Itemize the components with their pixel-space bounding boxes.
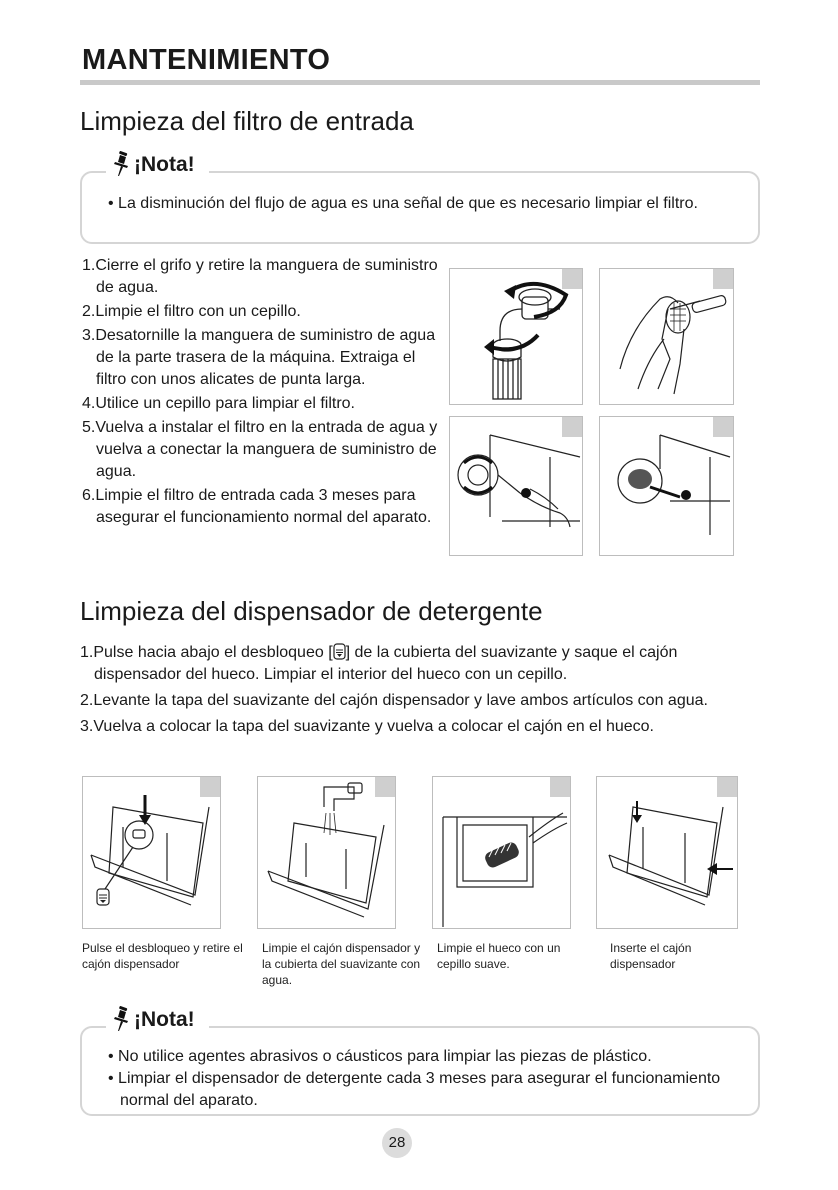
dispenser-step-text: 1.Pulse hacia abajo el desbloqueo [ — [80, 644, 333, 661]
dispenser-steps-list — [80, 642, 760, 742]
page-number: 28 — [382, 1128, 412, 1158]
dispenser-step: 3.Vuelva a colocar la tapa del suavizante y vuelva a colocar el cajón en el hueco. — [80, 718, 654, 735]
hose-unscrew-illustration — [450, 269, 583, 405]
wash-drawer-illustration — [258, 777, 396, 929]
press-release-illustration — [83, 777, 221, 929]
note-text — [108, 1046, 738, 1112]
figure-tab — [713, 269, 733, 289]
note-bullet: • Limpiar el dispensador de detergente cada 3 meses para asegurar el funcionamiento normal del aparato. — [108, 1070, 721, 1109]
filter-step: 5.Vuelva a instalar el filtro en la entrada de agua y vuelva a conectar la manguera de suministro de agua. — [82, 419, 438, 480]
figure-tab — [550, 777, 570, 797]
dispenser-step: 2.Levante la tapa del suavizante del cajón dispensador y lave ambos artículos con agua. — [80, 692, 708, 709]
section-title-dispenser: Limpieza del dispensador de detergente — [80, 596, 543, 626]
filter-step: 3.Desatornille la manguera de suministro de agua de la parte trasera de la máquina. Extraiga el filtro con unos alicates de punta larga. — [82, 327, 436, 388]
brush-inlet-illustration — [600, 417, 734, 556]
note-heading — [106, 1006, 209, 1032]
note-box-dispenser — [80, 1008, 760, 1116]
figure-press-release — [82, 776, 221, 929]
figure-tab — [200, 777, 220, 797]
dispenser-step — [80, 642, 760, 686]
title-divider — [80, 80, 760, 85]
filter-step: 4.Utilice un cepillo para limpiar el filtro. — [82, 395, 355, 412]
figure-remove-filter-pliers — [449, 416, 583, 556]
brush-recess-illustration — [433, 777, 571, 929]
dispenser-step-text: ] de la cubierta del suavizante y saque el cajón dispensador del hueco. Limpiar el interior del hueco con un cepillo. — [94, 644, 678, 683]
caption-brush-recess: Limpie el hueco con un cepillo suave. — [437, 941, 561, 971]
figure-tab — [562, 417, 582, 437]
note-heading-text: ¡Nota! — [134, 153, 195, 176]
figure-brush-inlet — [599, 416, 734, 556]
figure-tab — [375, 777, 395, 797]
note-heading-text: ¡Nota! — [134, 1008, 195, 1031]
note-heading — [106, 151, 209, 177]
caption-insert-drawer: Inserte el cajón dispensador — [610, 941, 692, 971]
note-bullet: • No utilice agentes abrasivos o cáusticos para limpiar las piezas de plástico. — [108, 1048, 652, 1065]
figure-brush-filter — [599, 268, 734, 405]
figure-unscrew-hose — [449, 268, 583, 405]
filter-step: 2.Limpie el filtro con un cepillo. — [82, 303, 301, 320]
page-title: MANTENIMIENTO — [82, 44, 331, 76]
note-box-filter — [80, 153, 760, 244]
filter-step: 1.Cierre el grifo y retire la manguera de suministro de agua. — [82, 257, 438, 296]
caption-wash-drawer: Limpie el cajón dispensador y la cubierta del suavizante con agua. — [262, 941, 421, 987]
note-text — [108, 193, 738, 215]
filter-steps-list — [82, 255, 442, 531]
figure-tab — [713, 417, 733, 437]
release-latch-icon — [333, 643, 346, 660]
insert-drawer-illustration — [597, 777, 738, 929]
figure-brush-recess — [432, 776, 571, 929]
section-title-filter: Limpieza del filtro de entrada — [80, 106, 414, 136]
filter-step: 6.Limpie el filtro de entrada cada 3 meses para asegurar el funcionamiento normal del aparato. — [82, 487, 432, 526]
figure-insert-drawer — [596, 776, 738, 929]
pushpin-icon — [112, 1006, 132, 1032]
caption-press-release: Pulse el desbloqueo y retire el cajón dispensador — [82, 941, 243, 971]
figure-tab — [562, 269, 582, 289]
brush-filter-illustration — [600, 269, 734, 405]
figure-tab — [717, 777, 737, 797]
pushpin-icon — [112, 151, 132, 177]
figure-wash-drawer — [257, 776, 396, 929]
pliers-filter-illustration — [450, 417, 583, 556]
note-bullet: • La disminución del flujo de agua es una señal de que es necesario limpiar el filtro. — [108, 195, 698, 212]
